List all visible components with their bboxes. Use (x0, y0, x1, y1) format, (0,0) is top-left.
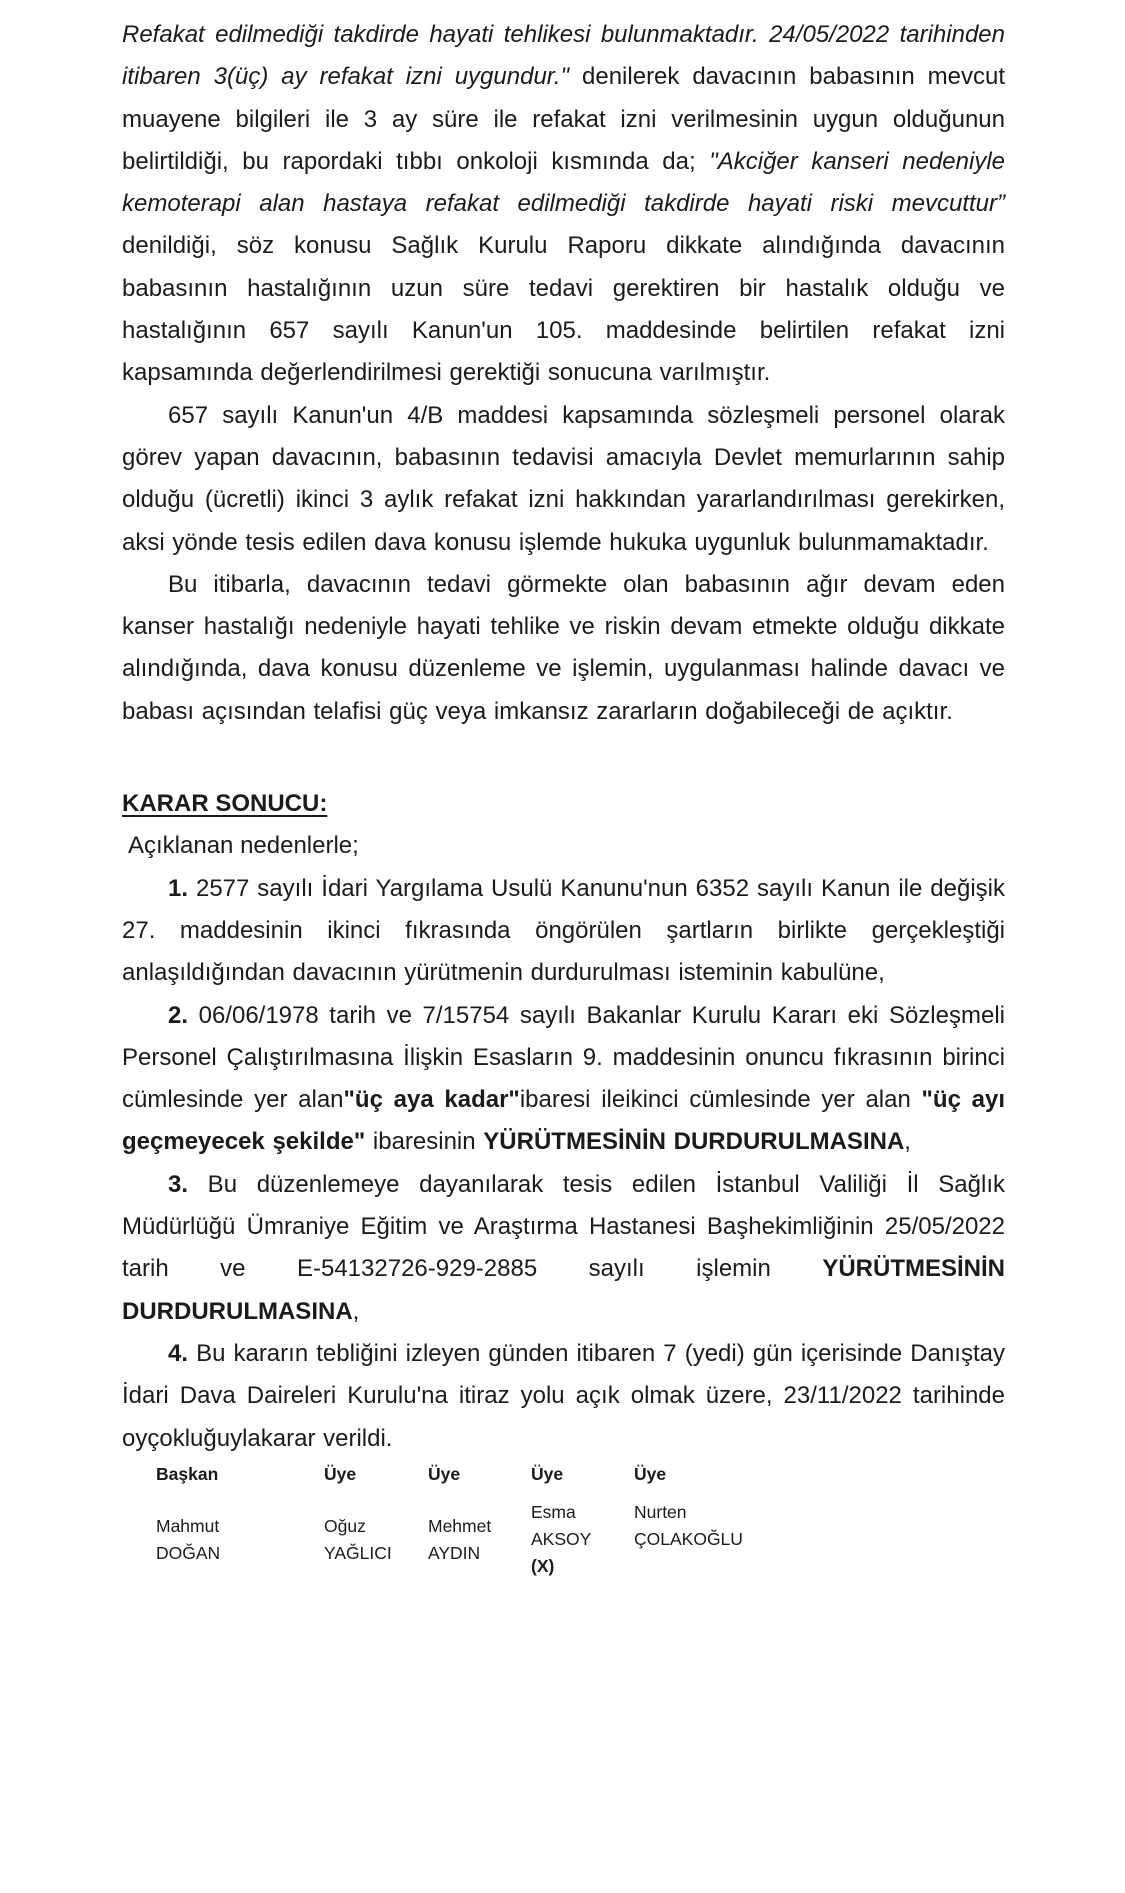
signature-column-baskan (156, 1462, 324, 1580)
signature-name-line: Oğuz (324, 1515, 366, 1536)
body-text-run: 2577 sayılı İdari Yargılama Usulü Kanunu'nun 6352 sayılı Kanun ile değişik 27. maddesinin ikinci fıkrasında öngörülen şartların birlikte gerçekleştiği anlaşıldığından davacının yürütmenin durdurulması isteminin kabulüne, (122, 874, 1005, 987)
signature-name (634, 1499, 804, 1553)
signature-name-line: YAĞLICI (324, 1542, 392, 1563)
signature-role: Başkan (156, 1463, 219, 1484)
item-number: 3. (168, 1170, 189, 1198)
signature-role: Üye (531, 1463, 564, 1484)
body-text-run: denilerek davacının babasının mevcut muayene bilgileri ile 3 ay süre ile refakat izni verilmesinin uygun olduğunun belirtildiği, bu rapordaki tıbbı onkoloji kısmında da; (122, 63, 1006, 175)
signature-column-uye-1 (324, 1462, 428, 1580)
signature-name-line: AKSOY (531, 1528, 592, 1549)
ruling-item-1 (122, 868, 1005, 995)
intro-line: Açıklanan nedenlerle; (128, 832, 359, 860)
body-text-run-bold: YÜRÜTMESİNİN DURDURULMASINA (122, 1255, 1005, 1325)
body-text-run: denildiği, söz konusu Sağlık Kurulu Raporu dikkate alındığında davacının babasının hastalığının uzun süre tedavi gerektiren bir hastalık olduğu ve hastalığının 657 sayılı Kanun'un 105. maddesinde belirtilen refakat izni kapsamında değerlendirilmesi gerektiği sonucuna varılmıştır. (122, 232, 1005, 387)
signature-name (156, 1513, 324, 1567)
body-text-run: 06/06/1978 tarih ve 7/15754 sayılı Bakanlar Kurulu Kararı eki Sözleşmeli Personel Çalıştırılmasına İlişkin Esasların 9. maddesinin onuncu fıkrasının birinci cümlesinde yer alan (122, 1001, 1005, 1114)
signature-name (428, 1513, 531, 1567)
signature-name-line: ÇOLAKOĞLU (634, 1528, 743, 1549)
paragraph-report-quote (122, 14, 1005, 395)
body-text-run: 657 sayılı Kanun'un 4/B maddesi kapsamında sözleşmeli personel olarak görev yapan davacının, babasının tedavisi amacıyla Devlet memurlarının sahip olduğu (ücretli) ikinci 3 aylık refakat izni hakkından yararlandırılması gerekirken, aksi yönde tesis edilen dava konusu işlemde hukuka uygunluk bulunmamaktadır. (122, 401, 1005, 556)
body-text-run-bold: "üç aya kadar" (343, 1086, 520, 1114)
body-text-run-italic: "Akciğer kanseri nedeniyle kemoterapi alan hastaya refakat edilmediği takdirde hayati riski mevcuttur” (122, 147, 1006, 218)
signature-dissent-mark: (X) (531, 1555, 555, 1576)
ruling-item-3 (122, 1164, 1005, 1333)
paragraph-bu-itibarla (122, 564, 1005, 733)
signature-column-uye-2 (428, 1462, 531, 1580)
signature-name-line: AYDIN (428, 1542, 481, 1563)
item-number: 2. (168, 1001, 189, 1029)
paragraph-657-kanun (122, 395, 1005, 564)
signature-name (531, 1499, 634, 1580)
ruling-item-4 (122, 1333, 1005, 1460)
body-text-run: ibaresi ileikinci cümlesinde yer alan (519, 1086, 922, 1114)
body-text-run: Bu düzenlemeye dayanılarak tesis edilen İstanbul Valiliği İl Sağlık Müdürlüğü Ümraniye Eğitim ve Araştırma Hastanesi Başhekimliğinin 25/05/2022 tarih ve E-54132726-929-2885 sayılı işlemin (122, 1170, 1005, 1283)
body-text-run: Bu kararın tebliğini izleyen günden itibaren 7 (yedi) gün içerisinde Danıştay İdari Dava Daireleri Kurulu'na itiraz yolu açık olmak üzere, 23/11/2022 tarihinde oyçokluğuylakarar verildi. (122, 1339, 1005, 1452)
body-text-run-italic: Refakat edilmediği takdirde hayati tehlikesi bulunmaktadır. 24/05/2022 tarihinden itibaren 3(üç) ay refakat izni uygundur." (122, 21, 1005, 91)
signature-name-line: Mahmut (156, 1515, 220, 1536)
signature-column-uye-4 (634, 1462, 804, 1580)
signature-name-line: Esma (531, 1501, 576, 1522)
signature-role: Üye (634, 1463, 667, 1484)
section-heading-karar-sonucu: KARAR SONUCU: (122, 790, 328, 818)
item-number: 1. (168, 874, 189, 902)
body-text-run-bold: "üç ayı geçmeyecek şekilde" (122, 1086, 1005, 1156)
body-text-run-bold: YÜRÜTMESİNİN DURDURULMASINA (483, 1128, 905, 1156)
signature-name-line: Nurten (634, 1501, 687, 1522)
signature-name (324, 1513, 428, 1567)
body-text-run: ibaresinin (365, 1128, 484, 1156)
signature-name-line: DOĞAN (156, 1542, 221, 1563)
signature-column-uye-3 (531, 1462, 634, 1580)
signature-role: Üye (428, 1463, 461, 1484)
signature-role: Üye (324, 1463, 357, 1484)
signature-name-line: Mehmet (428, 1515, 492, 1536)
signature-table (156, 1462, 1005, 1580)
body-text-run: , (352, 1297, 360, 1325)
body-text-run: Bu itibarla, davacının tedavi görmekte olan babasının ağır devam eden kanser hastalığı nedeniyle hayati tehlike ve riskin devam etmekte olduğu dikkate alındığında, dava konusu düzenleme ve işlemin, uygulanması halinde davacı ve babası açısından telafisi güç veya imkansız zararların doğabileceği de açıktır. (122, 570, 1005, 725)
body-text-run: , (904, 1128, 911, 1156)
ruling-item-2 (122, 995, 1005, 1164)
item-number: 4. (168, 1339, 189, 1367)
